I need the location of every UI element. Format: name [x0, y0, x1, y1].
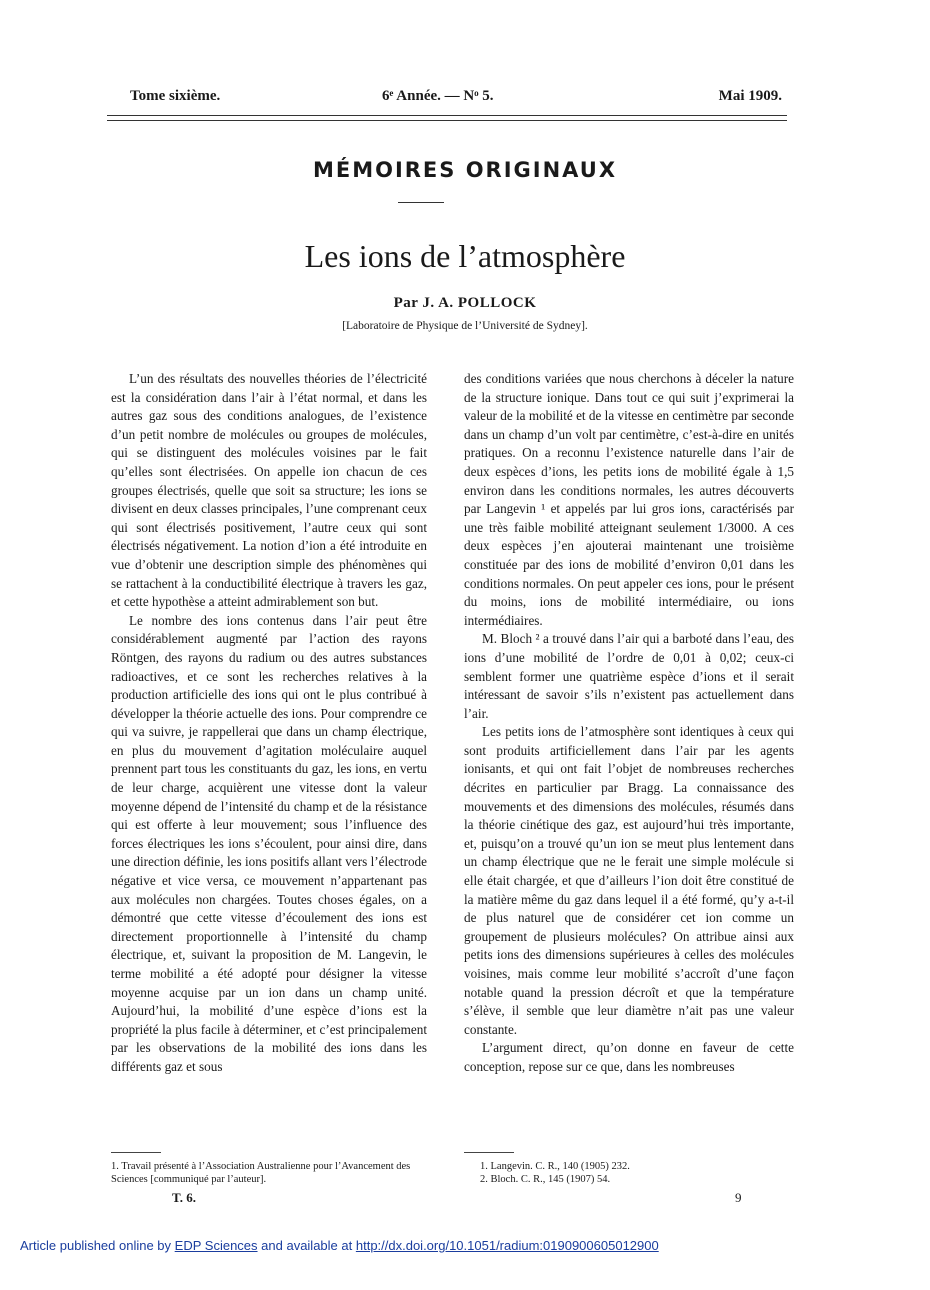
- paragraph: M. Bloch ² a trouvé dans l’air qui a barboté dans l’eau, des ions d’une mobilité de l’ordre de 0,01 à 0,02; ceux-ci semblent former une quatrième espèce d’ions et il serait intéressant de savoir s’ils n’existent pas actuellement dans l’air.: [464, 631, 794, 721]
- banner-prefix: Article published online by: [20, 1238, 172, 1253]
- article-title: Les ions de l’atmosphère: [304, 238, 626, 274]
- banner-middle: and available at: [261, 1238, 353, 1253]
- publisher-link[interactable]: EDP Sciences: [174, 1238, 258, 1253]
- footnote-right-2: 2. Bloch. C. R., 145 (1907) 54.: [480, 1174, 611, 1185]
- paragraph: Les petits ions de l’atmosphère sont identiques à ceux qui sont produits artificiellement dans l’air par les agents ionisants, et qui ont fait l’objet de nombreuses recherches décrites en particulier par Bragg. La connaissance des mouvements et des dimensions des molécules, résumés dans la théorie cinétique des gaz, est aujourd’hui très importante, et, puisqu’on a trouvé qu’un ion se meut plus lentement dans un champ électrique que ne le ferait une simple molécule si elle était chargée, et que d’ailleurs l’ion doit être constitué de la matière même du gaz dans lequel il a été formé, qu’y a-t-il de plus naturel que de considérer cet ion comme un groupement de plusieurs molécules? On attribue ainsi aux petits ions des dimensions supérieures à celles des molécules voisines, mais comme leur mobilité s’accroît d’une façon notable quand la pression décroît et que la température s’élève, il semble que leur diamètre n’ait pas une valeur constante.: [464, 724, 794, 1037]
- title-divider: [398, 202, 444, 203]
- publication-banner: [20, 1238, 659, 1253]
- paragraph: Le nombre des ions contenus dans l’air peut être considérablement augmenté par l’action des rayons Röntgen, des rayons du radium ou des autres substances radioactives, et ce sont les recherches relatives à la production artificielle des ions qui ont le plus contribué à développer la théorie actuelle des ions. Pour comprendre ce qui va suivre, je rappellerai que dans un champ électrique, en plus du mouvement d’agitation moléculaire auquel prennent part tous les constituants du gaz, les ions, en vertu de leur charge, acquièrent une vitesse dont la valeur moyenne dépend de l’intensité du champ et de la résistance qui est offerte à leur mouvement; sous l’influence des forces électriques les ions s’écoulent, pour ainsi dire, dans une direction définie, les ions positifs allant vers l’électrode négative et vice versa, ce mouvement n’appartenant pas aux molécules non chargées. Toutes choses égales, on a démontré que cette vitesse d’écoulement des ions est directement proportionnelle à l’intensité du champ électrique, et, suivant la proposition de M. Langevin, le terme mobilité a été adopté pour désigner la vitesse moyenne acquise par un ion dans un champ unité. Aujourd’hui, la mobilité d’une espèce d’ions est la propriété la plus facile à déterminer, et c’est principalement par les observations de la mobilité des ions dans les différents gaz et sous: [111, 612, 427, 1074]
- body-column-left: [111, 370, 427, 1077]
- volume-label: Tome sixième.: [130, 88, 221, 104]
- footnote-rule: [464, 1152, 514, 1153]
- section-title: MÉMOIRES ORIGINAUX: [312, 158, 618, 182]
- paragraph: L’argument direct, qu’on donne en faveur de cette conception, repose sur ce que, dans les nombreuses: [464, 1040, 794, 1074]
- paragraph: des conditions variées que nous cherchons à déceler la nature de la structure ionique. Dans tout ce qui suit j’exprimerai la valeur de la mobilité et de la vitesse en centimètre par seconde dans un champ d’un volt par centimètre, c’est-à-dire en unités pratiques. On a reconnu l’existence naturelle dans l’air de deux espèces d’ions, les petits ions de mobilité égale à 1,5 environ dans les conditions normales, les autres découverts par Langevin ¹ et appelés par lui gros ions, caractérisés par une très faible mobilité atteignant seulement 1/3000. A ces deux espèces j’en ajouterai maintenant une troisième constituée par des ions de mobilité d’environ 0,01 dans les conditions normales. On peut appeler ces ions, pour le présent du moins, ions de mobilité intermédiaire, ou ions intermédiaires.: [464, 371, 794, 628]
- body-column-right: [464, 370, 794, 1077]
- footnote-right-1: 1. Langevin. C. R., 140 (1905) 232.: [480, 1161, 630, 1172]
- header-rule: [107, 115, 787, 116]
- page-number: 9: [735, 1190, 742, 1205]
- running-header: [130, 88, 782, 110]
- issue-date: Mai 1909.: [718, 88, 782, 104]
- issue-label: 6ᵉ Année. — Nᵒ 5.: [382, 88, 494, 104]
- paragraph: L’un des résultats des nouvelles théories de l’électricité est la considération dans l’air à l’état normal, et dans les autres gaz sous des conditions analogues, de l’existence d’un petit nombre de molécules ou groupes de molécules, qui se distinguent des molécules voisines par le fait qu’elles sont électrisées. On appelle ion chacun de ces groupes électrisés, quelle que soit sa structure; les ions se divisent en deux classes principales, l’une comprenant ceux qui sont électrisés positivement, l’autre ceux qui sont électrisés négativement. La notion d’ion a été introduite en vue d’obtenir une description simple des phénomènes qui se rattachent à la conductibilité électrique à travers les gaz, et cette hypothèse a atteint admirablement son but.: [111, 371, 427, 610]
- footnote-left-1: 1. Travail présenté à l’Association Australienne pour l’Avancement des Sciences [communiqué par l’auteur].: [111, 1161, 411, 1185]
- volume-marker: T. 6.: [172, 1190, 196, 1205]
- header-rule-double: [107, 120, 787, 121]
- footnote-rule: [111, 1152, 161, 1153]
- affiliation: [Laboratoire de Physique de l’Université de Sydney].: [342, 320, 588, 332]
- author-line: Par J. A. POLLOCK: [393, 295, 537, 311]
- doi-link[interactable]: http://dx.doi.org/10.1051/radium:0190900605012900: [355, 1238, 659, 1253]
